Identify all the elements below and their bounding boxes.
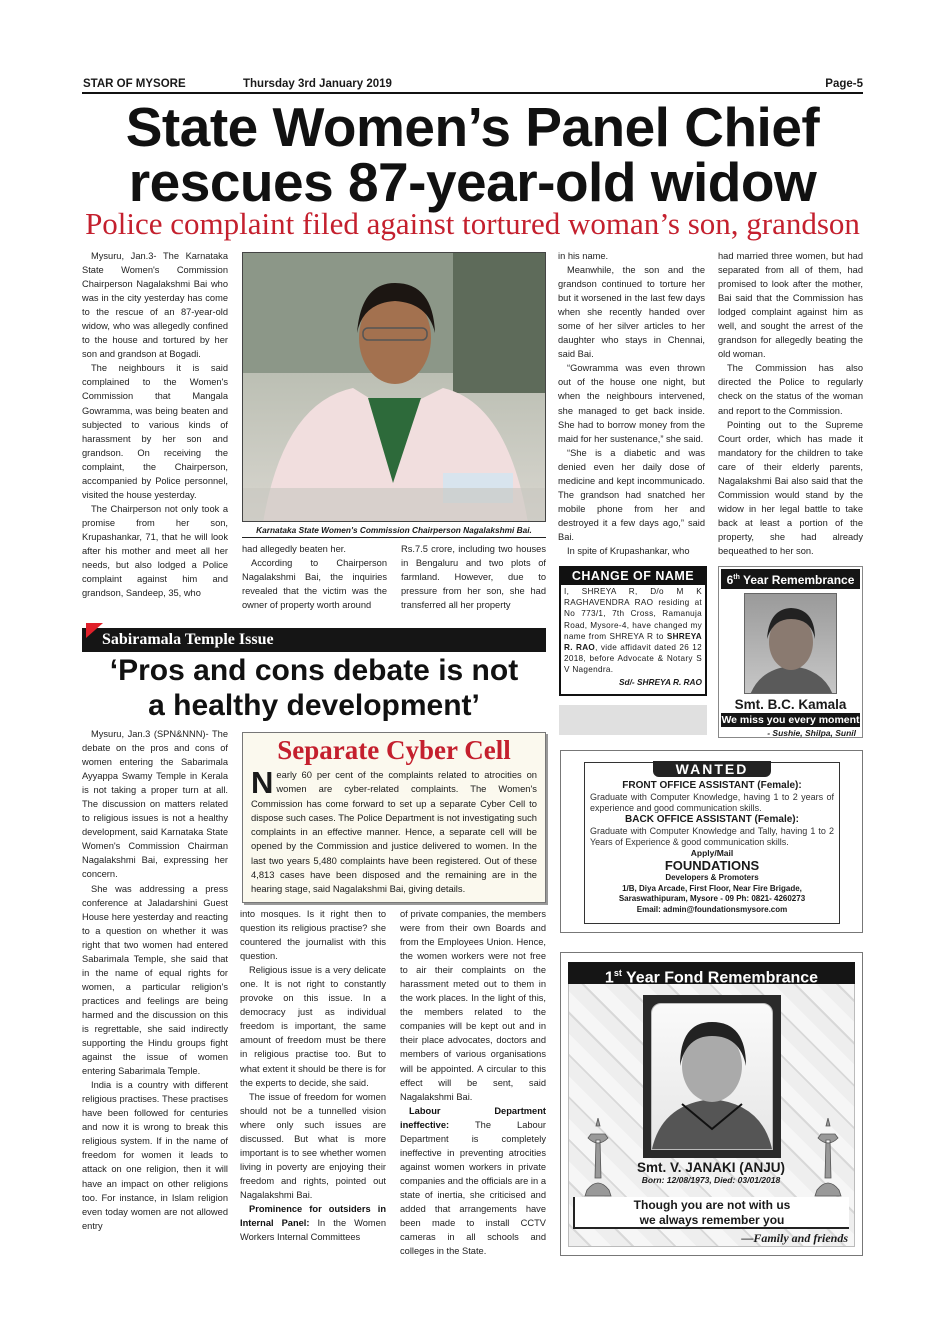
paragraph-text: India is a country with different religious practises. These practises have been followed for centuries and now it is wrong to break this religious system. If in the name of freedom for women it leads to attack on one religion, then it will have an impact on other religions too. For instance, in Islam religion even today women are not allowed entry [82,1080,228,1231]
article-paragraph [718,249,863,361]
company-subtitle: Developers & Promoters [665,873,759,882]
title-text: Year Remembrance [739,573,855,587]
ad-signature: Sd/- SHREYA R. RAO [619,676,702,687]
article-paragraph [82,882,228,1079]
article-paragraph [242,542,387,556]
article-paragraph [718,418,863,558]
article-paragraph [558,263,705,361]
message-line-2: we always remember you [639,1213,785,1227]
paragraph-text: The Labour Department is completely ineffective in preventing atrocities against women workers in private companies and the officials are in a state of inertia, she criticised and added that arrangements have been made to install CCTV cameras in all schools and colleges in the State. [400,1119,546,1257]
title-text: Year Fond Remembrance [621,969,819,987]
article-paragraph [242,556,387,612]
article-paragraph [401,542,546,612]
portrait-image [745,594,837,694]
paragraph-text: Pointing out to the Supreme Court order, which has made it mandatory for the children to take care of their elderly parents, Nagalakshmi Bai also said that the Commission would stand by the widow in her legal battle to take back at least a portion of the property, she had already bequeathed to her son. [718,419,863,556]
title-number: 1 [604,969,614,987]
article-paragraph [240,1202,386,1244]
paragraph-text: The issue of freedom for women should not be a tunnelled vision where only such issues are discussed. But what is more important is to see whether women living in poverty are enjoying their freedom and rights, pointed out Nagalakshmi Bai. [240,1091,386,1200]
section-kicker-band: Sabiramala Temple Issue [82,628,546,652]
message-line-1: Though you are not with us [633,1198,791,1212]
article-paragraph [558,361,705,445]
paragraph-text: Meanwhile, the son and the grandson continued to torture her but it worsened in the last few days when she recently handed over some of her silver articles to her daughter who stays in Chennai, said Bai. [558,265,705,360]
second-headline-line1: ‘Pros and cons debate is not [109,654,519,687]
article-paragraph [240,963,386,1089]
article-paragraph [240,907,386,963]
title-suffix: th [733,574,740,581]
lead-column-3 [401,542,546,612]
article-paragraph [82,727,228,882]
lead-column-4 [558,249,705,558]
remembrance-from: - Sushie, Shilpa, Sunil [767,728,856,738]
paragraph-text: The Chairperson not only took a promise from her son, Krupashankar, 71, that he will look after his mother and meet all her needs, but also lodged a Police complaint against him and grandson, Sandeep, 35, who [82,503,228,599]
paragraph-text: Mysuru, Jan.3 (SPN&NNN)- The debate on the pros and cons of women entering the Sabarimala Ayyappa Swamy Temple in Kerala is not taking a proper turn at all. The discussion on matters related to religious issues is not a healthy development, said Karnataka State Women's Commission Chairman Nagalakshmi Bai, expressing her concern. [82,729,228,880]
article-paragraph [240,1090,386,1202]
article-paragraph [82,249,228,361]
paragraph-text: According to Chairperson Nagalakshmi Bai, the inquiries revealed that the victim was the owner of property worth around [242,558,387,611]
ad-body-text: I, SHREYA R, D/o M K RAGHAVENDRA RAO residing at No 773/1, 7th Cross, Ramanuja Road, Mysore-4, have changed my name from SHREYA R to [564,587,702,641]
oil-lamp-icon [813,1118,843,1198]
lead-column-2 [242,542,387,612]
deceased-name: Smt. V. JANAKI (ANJU) [636,1160,786,1175]
remembrance-ad-kamala [718,566,863,738]
wanted-ad [560,750,863,933]
article-paragraph [558,446,705,544]
new-name: SHREYA R. RAO [564,631,702,653]
blank-ad-space [559,705,707,735]
paragraph-text: In spite of Krupashankar, who [567,545,690,556]
portrait-photo [744,593,837,694]
ad-body-text-end: , vide affidavit dated 26 12 2018, before Advocate & Notary S V Nagendra. [564,643,702,675]
second-column-3 [400,907,546,1258]
lead-column-1 [82,249,228,600]
position-1-desc: Graduate with Computer Knowledge, having 1 to 2 years of experience and good communication skills. [590,792,834,813]
position-2-desc: Graduate with Computer Knowledge and Tally, having 1 to 2 Years of Experience & good communication skills. [590,826,834,847]
ad-title: CHANGE OF NAME [561,568,705,585]
page-number: Page-5 [825,78,863,90]
paper-name: STAR OF MYSORE [83,78,186,90]
red-corner-marker [86,623,103,638]
photo-caption: Karnataka State Women's Commission Chairperson Nagalakshmi Bai. [242,523,546,538]
remembrance-message: We miss you every moment [721,714,860,726]
sidebar-body: early 60 per cent of the complaints related to atrocities on women are cyber-related complaints. The Women's Commission has come forward to set up a separate Cyber Cell to dispose such cases. The Police Department is not investigating such complaints in an effective manner. Hence, a separate cell will be opened by the Commission and justice delivered to women. In the last two years 5,480 complaints have been registered. Out of these 4,813 cases have been disposed and the remaining are in the hearing stage, said Nagalakshmi Bai, giving details. [251,769,537,895]
article-paragraph [558,544,705,558]
sidebar-title: Separate Cyber Cell [277,735,511,765]
paragraph-text: in his name. [558,251,609,261]
paragraph-text: Rs.7.5 crore, including two houses in Bengaluru and two plots of farmland. However, due to pressure from her son, she had transferred all her property [401,544,546,611]
oil-lamp-icon [583,1118,613,1198]
lead-headline-line2: rescues 87-year-old widow [128,151,817,213]
article-paragraph [82,502,228,600]
contact-email: Email: admin@foundationsmysore.com [636,904,788,914]
cyber-cell-sidebar [242,732,546,903]
paragraph-lead-in: Prominence for outsiders in Internal Panel: [240,1203,386,1229]
paragraph-text: The neighbours it is said complained to the Women's Commission that Mangala Gowramma, was being beaten and subjected to various kinds of harassment by her son and grandson. On receiving the complaint, the Chairperson, accompanied by Police personnel, visited the house yesterday. [82,363,228,500]
title-number: 6 [726,573,734,587]
position-1: FRONT OFFICE ASSISTANT (Female): [622,780,802,791]
address-line-2: Saraswathipuram, Mysore - 09 Ph: 0821- 4260273 [618,894,806,903]
position-2: BACK OFFICE ASSISTANT (Female): [625,814,799,825]
paragraph-text: had allegedly beaten her. [242,544,346,554]
sidebar-text [251,765,537,897]
lead-subheadline: Police complaint filed against tortured woman’s son, grandson [85,206,860,241]
second-column-1 [82,727,228,1233]
lead-headline-line1: State Women’s Panel Chief [125,96,820,158]
article-paragraph [400,907,546,1104]
paragraph-text: “She is a diabetic and was denied even her daily dose of medicine and kept incommunicado. The grandson had snatched her mobile phone from her and destroyed it a few days ago,” said Bai. [558,447,705,542]
remembrance-message [573,1197,849,1229]
paragraph-text: into mosques. Is it right then to question its religious practise? she countered the journalist with this question. [240,909,386,962]
company-name: FOUNDATIONS [664,858,760,873]
paragraph-text: “Gowramma was even thrown out of the house one night, but when the neighbours intervened, she managed to get back inside. She had to borrow money from the maid for her sustenance,” she said. [558,363,705,444]
issue-date: Thursday 3rd January 2019 [243,78,392,90]
second-headline-line2: a healthy development’ [148,689,480,722]
second-column-2 [240,907,386,1244]
paragraph-text: She was addressing a press conference at Jaladarshini Guest House here yesterday and reacting to a question on whether it was right that two women had entered Sabarimala Temple, she said that in the name of equal rights for women, a particular religion's practices and feelings are being harmed and the discussion on this is regrettable, she said indirectly supporting the Hindu groups fight against the issue of women entering Sabarimala Temple. [82,883,228,1077]
remembrance-ad-janaki [560,952,863,1256]
wanted-tag: WANTED [653,761,771,777]
drop-cap: N [251,765,274,800]
lead-column-5 [718,249,863,558]
apply-label: Apply/Mail [690,848,734,858]
ad-body [561,585,705,677]
paragraph-text: Religious issue is a very delicate one. It is not right to constantly provoke on this issue. In a democracy just as individual freedom is important, the same amount of freedom must be there in religious practise too. But to what extent it should be there is for the experts to decide, she said. [240,965,386,1088]
portrait-frame [643,995,781,1158]
remembrance-from: —Family and friends [741,1231,848,1245]
change-of-name-ad [559,566,707,696]
chairperson-photo [242,252,546,522]
article-paragraph [718,361,863,417]
second-headline [82,653,546,723]
paragraph-text: Mysuru, Jan.3- The Karnataka State Women's Commission Chairperson Nagalakshmi Bai who was in the city yesterday has come to the rescue of an 87-year-old widow, who was allegedly confined to the house and tortured by her son and grandson at Bogadi. [82,251,228,360]
portrait-photo [651,1003,773,1150]
paragraph-text: In the Women Workers Internal Committees [240,1218,387,1243]
article-paragraph [400,1104,546,1259]
paragraph-text: The Commission has also directed the Police to regularly check on the status of the woman and report to the Commission. [718,363,863,416]
masthead-rule [82,92,863,94]
life-dates: Born: 12/08/1973, Died: 03/01/2018 [641,1175,781,1185]
wanted-ad-inner [584,762,840,924]
deceased-name: Smt. B.C. Kamala [734,697,847,712]
remembrance-title [721,569,860,589]
article-paragraph [558,249,705,263]
chairperson-photo-image [243,253,546,522]
paragraph-text: had married three women, but had separated from all of them, had promised to look after the mother, Bai said that the Commission has lodged complaint against him as well, and sought the arrest of the grandson for allegedly beating the old woman. [718,251,863,360]
paragraph-text: of private companies, the members were from their own Boards and from the Employees Union. Hence, the women workers were not free to air their complaints on the harassment meted out to them in the work places. In the light of this, the members related to the companies will be kept out and in their place advocates, doctors and members of various organisations will be appointed. A circular to this effect will be sent, said Nagalakshmi Bai. [400,909,546,1102]
article-paragraph [82,1078,228,1233]
paragraph-lead-in: Labour Department ineffective: [400,1105,546,1130]
portrait-image [652,1004,772,1149]
article-paragraph [82,361,228,501]
title-suffix: st [613,968,622,978]
address-line-1: 1/B, Diya Arcade, First Floor, Near Fire Brigade, [622,883,802,893]
remembrance-title [568,962,855,987]
